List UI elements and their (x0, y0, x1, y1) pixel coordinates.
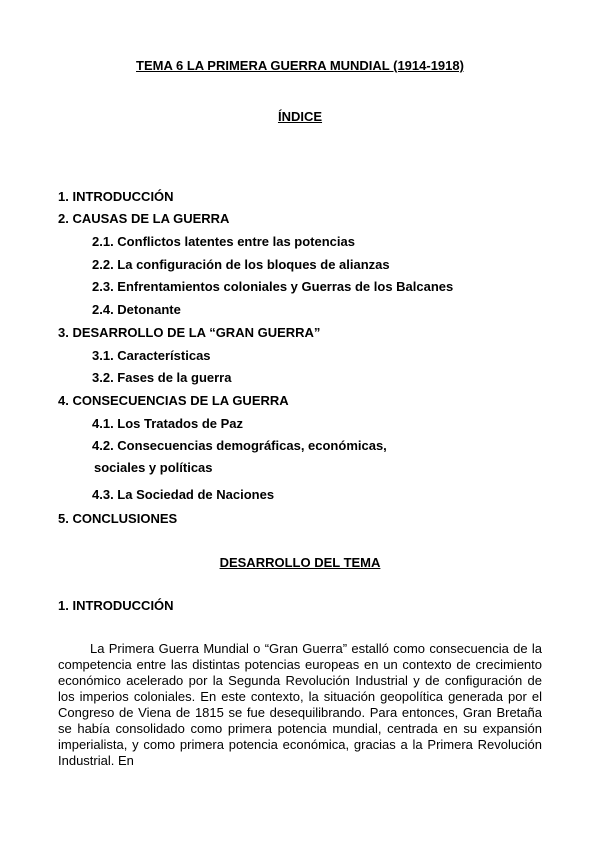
toc-item-1: 1. INTRODUCCIÓN (58, 189, 174, 204)
toc-item-3-2: 3.2. Fases de la guerra (92, 370, 232, 385)
toc-item-2: 2. CAUSAS DE LA GUERRA (58, 211, 230, 226)
toc-item-4-2-cont: sociales y políticas (94, 460, 213, 475)
toc-item-3: 3. DESARROLLO DE LA “GRAN GUERRA” (58, 325, 321, 340)
toc-item-2-2: 2.2. La configuración de los bloques de alianzas (92, 257, 390, 272)
toc-item-4-3: 4.3. La Sociedad de Naciones (92, 487, 275, 502)
toc-item-3-1: 3.1. Características (92, 348, 211, 363)
toc-item-2-3: 2.3. Enfrentamientos coloniales y Guerras de los Balcanes (92, 279, 454, 294)
development-heading: DESARROLLO DEL TEMA (219, 555, 381, 570)
toc-item-4: 4. CONSECUENCIAS DE LA GUERRA (58, 393, 289, 408)
intro-paragraph: La Primera Guerra Mundial o “Gran Guerra” estalló como consecuencia de la competencia entre las distintas potencias europeas en un contexto de crecimiento económico acelerado por la Segunda Revolución Industrial y de configuración de los imperios coloniales. En este contexto, la situación geopolítica generada por el Congreso de Viena de 1815 se fue desequilibrando. Para entonces, Gran Bretaña se había consolidado como primera potencia mundial, centrada en su expansión imperialista, y como primera potencia económica, gracias a la Primera Revolución Industrial. En (58, 641, 542, 768)
toc-item-4-2: 4.2. Consecuencias demográficas, económicas, (92, 438, 387, 453)
toc-item-2-4: 2.4. Detonante (92, 302, 181, 317)
intro-heading: 1. INTRODUCCIÓN (58, 598, 174, 613)
toc-item-5: 5. CONCLUSIONES (58, 511, 178, 526)
index-heading: ÍNDICE (277, 109, 323, 124)
toc-item-4-1: 4.1. Los Tratados de Paz (92, 416, 243, 431)
toc-item-2-1: 2.1. Conflictos latentes entre las potencias (92, 234, 355, 249)
document-title: TEMA 6 LA PRIMERA GUERRA MUNDIAL (1914-1918) (136, 58, 464, 73)
